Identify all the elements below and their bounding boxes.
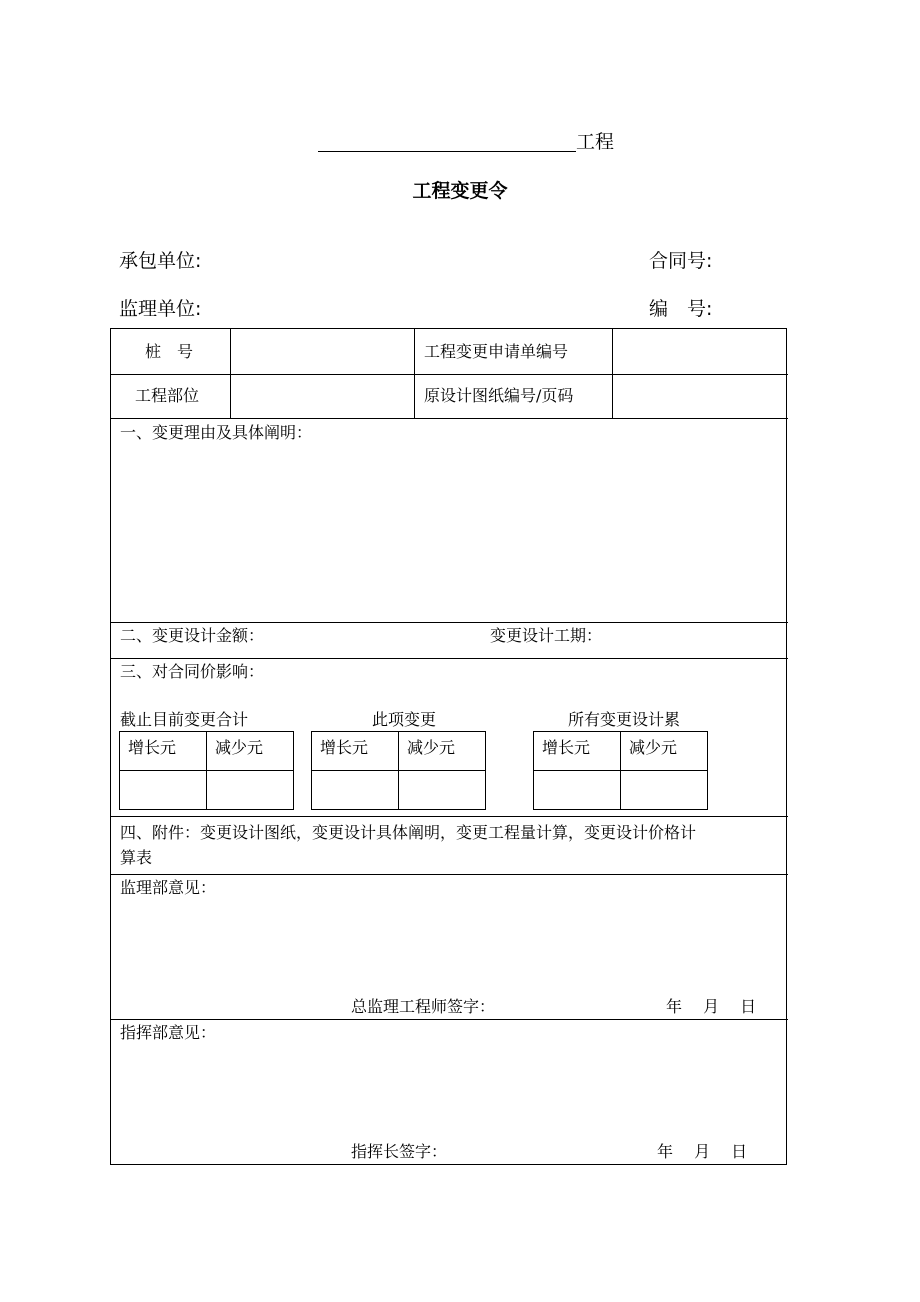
- col-divider: [414, 329, 415, 418]
- project-location-label: 工程部位: [135, 386, 200, 405]
- col-divider: [612, 329, 613, 418]
- project-name-line: [318, 127, 614, 154]
- change-request-number-label: 工程变更申请单编号: [424, 342, 569, 361]
- row-divider: [111, 622, 788, 623]
- increase-header: 增长元: [542, 738, 591, 757]
- increase-header: 增长元: [128, 738, 177, 757]
- project-suffix: 工程: [576, 131, 615, 153]
- row-divider: [111, 874, 788, 875]
- row-divider: [111, 374, 788, 375]
- supervision-date: 年 月 日: [666, 997, 757, 1016]
- contract-no-label: 合同号:: [649, 250, 713, 272]
- attachments-label-cont: 算表: [120, 848, 153, 867]
- contractor-label: 承包单位:: [119, 250, 202, 272]
- impact-group-title: 截止目前变更合计: [120, 710, 249, 729]
- stake-number-label: 桩 号: [145, 342, 194, 361]
- commander-signature-label: 指挥长签字：: [351, 1142, 448, 1161]
- row-divider: [111, 1019, 788, 1020]
- chief-supervisor-signature-label: 总监理工程师签字：: [351, 997, 496, 1016]
- change-period-label: 变更设计工期：: [490, 626, 603, 645]
- col-divider: [230, 329, 231, 418]
- change-amount-label: 二、变更设计金额：: [120, 626, 265, 645]
- supervisor-label: 监理单位:: [119, 298, 202, 320]
- decrease-header: 减少元: [215, 738, 264, 757]
- serial-no-label: 编 号:: [649, 298, 713, 320]
- command-date: 年 月 日: [657, 1142, 748, 1161]
- change-order-form: [110, 328, 787, 1165]
- impact-table: [311, 731, 486, 810]
- change-reason-label: 一、变更理由及具体阐明：: [120, 423, 313, 442]
- decrease-header: 减少元: [407, 738, 456, 757]
- attachments-label: 四、附件：变更设计图纸，变更设计具体阐明，变更工程量计算，变更设计价格计: [120, 823, 697, 842]
- increase-header: 增长元: [320, 738, 369, 757]
- impact-group-title: 此项变更: [372, 710, 437, 729]
- supervision-opinion-label: 监理部意见：: [120, 878, 217, 897]
- row-divider: [111, 418, 788, 419]
- row-divider: [111, 816, 788, 817]
- document-title: 工程变更令: [412, 180, 508, 202]
- impact-table: [533, 731, 708, 810]
- contract-price-impact-label: 三、对合同价影响：: [120, 662, 265, 681]
- project-name-blank: [318, 132, 576, 152]
- impact-table: [119, 731, 294, 810]
- original-drawing-number-label: 原设计图纸编号/页码: [424, 386, 574, 405]
- decrease-header: 减少元: [629, 738, 678, 757]
- row-divider: [111, 658, 788, 659]
- impact-group-title: 所有变更设计累: [568, 710, 681, 729]
- command-opinion-label: 指挥部意见：: [120, 1023, 217, 1042]
